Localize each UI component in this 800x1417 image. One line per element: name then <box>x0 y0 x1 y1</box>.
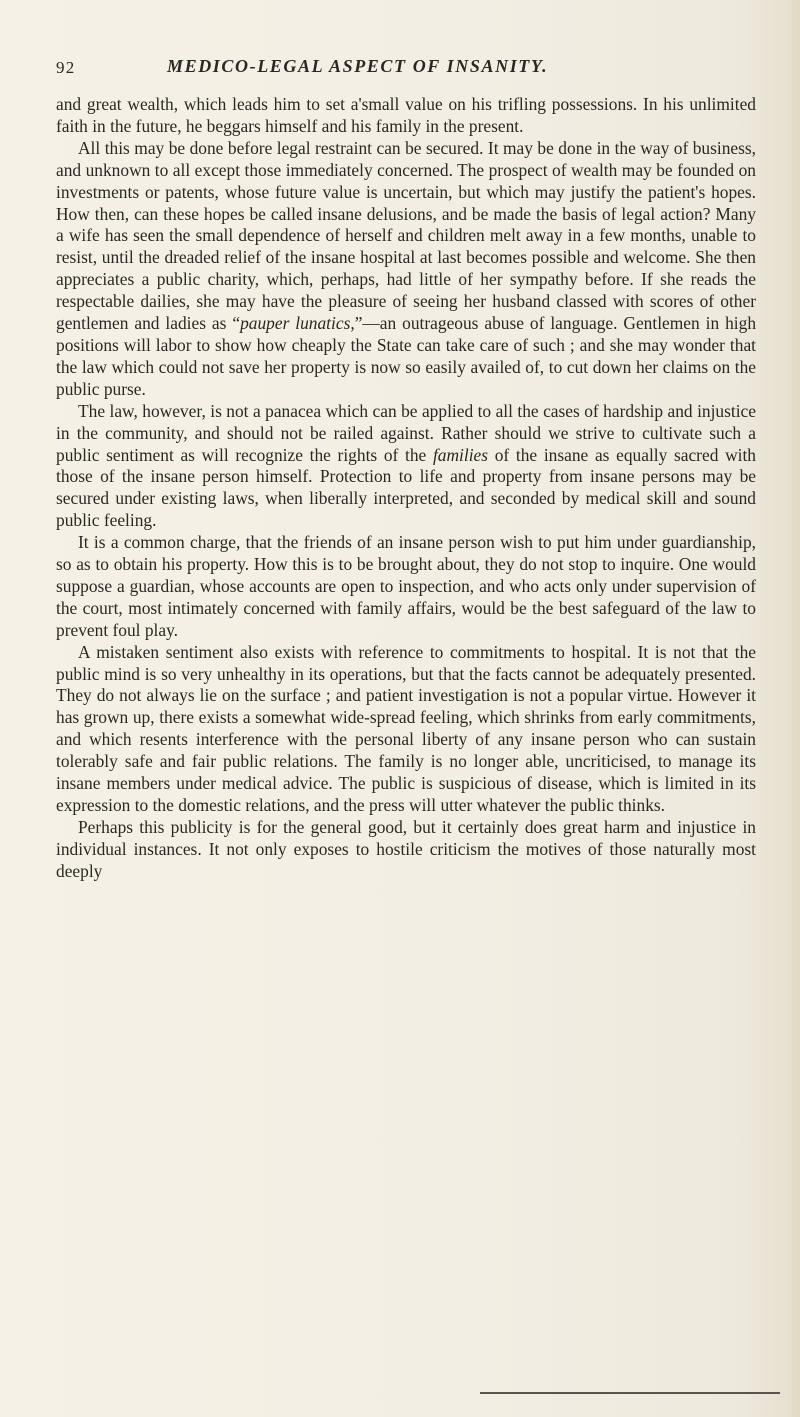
paragraph-2-text-a: All this may be done before legal restraint can be secured. It may be done in the way of business, and unknown to all except those immediately concerned. The prospect of wealth may be founded on investments or patents, whose future value is uncertain, but which may justify the patient's hopes. How then, can these hopes be called insane delusions, and be made the basis of legal action? Many a wife has seen the small dependence of herself and children melt away in a few months, unable to resist, until the dreaded relief of the insane hospital at last becomes possible and welcome. She then appreciates a public charity, which, perhaps, had little of her sympathy before. If she reads the respectable dailies, she may have the pleasure of seeing her husband classed with scores of other gentlemen and ladies as “ <box>56 137 756 334</box>
paragraph-5-text: A mistaken sentiment also exists with reference to commitments to hospital. It is not that the public mind is so very unhealthy in its operations, but that the facts cannot be adequately presented. They do not always lie on the surface ; and patient investigation is not a popular virtue. However it has grown up, there exists a somewhat wide-spread feeling, which shrinks from early commitments, and which resents interference with the personal liberty of any insane person who can sustain tolerably safe and fair public relations. The family is no longer able, uncriticised, to manage its insane members under medical advice. The public is suspicious of disease, which is limited in its expression to the domestic relations, and the press will utter whatever the public thinks. <box>56 641 756 815</box>
paragraph-4-text: It is a common charge, that the friends of an insane person wish to put him under guardianship, so as to obtain his property. How this is to be brought about, they do not stop to inquire. One would suppose a guardian, whose accounts are open to inspection, and who acts only under supervision of the court, most intimately concerned with family affairs, would be the best safeguard of the law to prevent foul play. <box>56 532 756 640</box>
paragraph-2-text-b: ”—an outrageous abuse of language. Gentlemen in high positions will labor to show how cheaply the State can take care of such ; and she may wonder that the law which could not save her property is now so easily availed of, to cut down her claims on the public purse. <box>56 313 757 399</box>
paragraph-2 <box>56 138 756 401</box>
paragraph-1-text: and great wealth, which leads him to set a'small value on his trifling possessions. In his unlimited faith in the future, he beggars himself and his family in the present. <box>56 94 756 136</box>
paragraph-3-text-b: of the insane as equally sacred with those of the insane person himself. Protection to life and property from insane persons may be secured under existing laws, when liberally interpreted, and seconded by medical skill and sound public feeling. <box>56 444 756 531</box>
paragraph-2-emphasis: pauper lunatics, <box>240 313 355 334</box>
paragraph-3 <box>56 401 756 532</box>
paragraph-5 <box>56 642 756 817</box>
paragraph-3-emphasis: families <box>432 444 489 465</box>
paragraph-3-text-a: The law, however, is not a panacea which can be applied to all the cases of hardship and injustice in the community, and should not be railed against. Rather should we strive to cultivate such a public sentiment as will recognize the rights of the <box>56 400 756 465</box>
paragraph-6-text: Perhaps this publicity is for the general good, but it certainly does great harm and injustice in individual instances. It not only exposes to hostile criticism the motives of those naturally most deeply <box>56 816 756 881</box>
paragraph-1 <box>56 94 756 138</box>
page-edge-shadow <box>786 0 800 1417</box>
page-number: 92 <box>56 58 76 77</box>
running-title: MEDICO-LEGAL ASPECT OF INSANITY. <box>167 56 549 76</box>
bottom-rule <box>480 1392 780 1394</box>
paragraph-4 <box>56 532 756 642</box>
paragraph-6 <box>56 817 756 883</box>
running-head <box>56 48 756 82</box>
body-text <box>56 94 756 883</box>
